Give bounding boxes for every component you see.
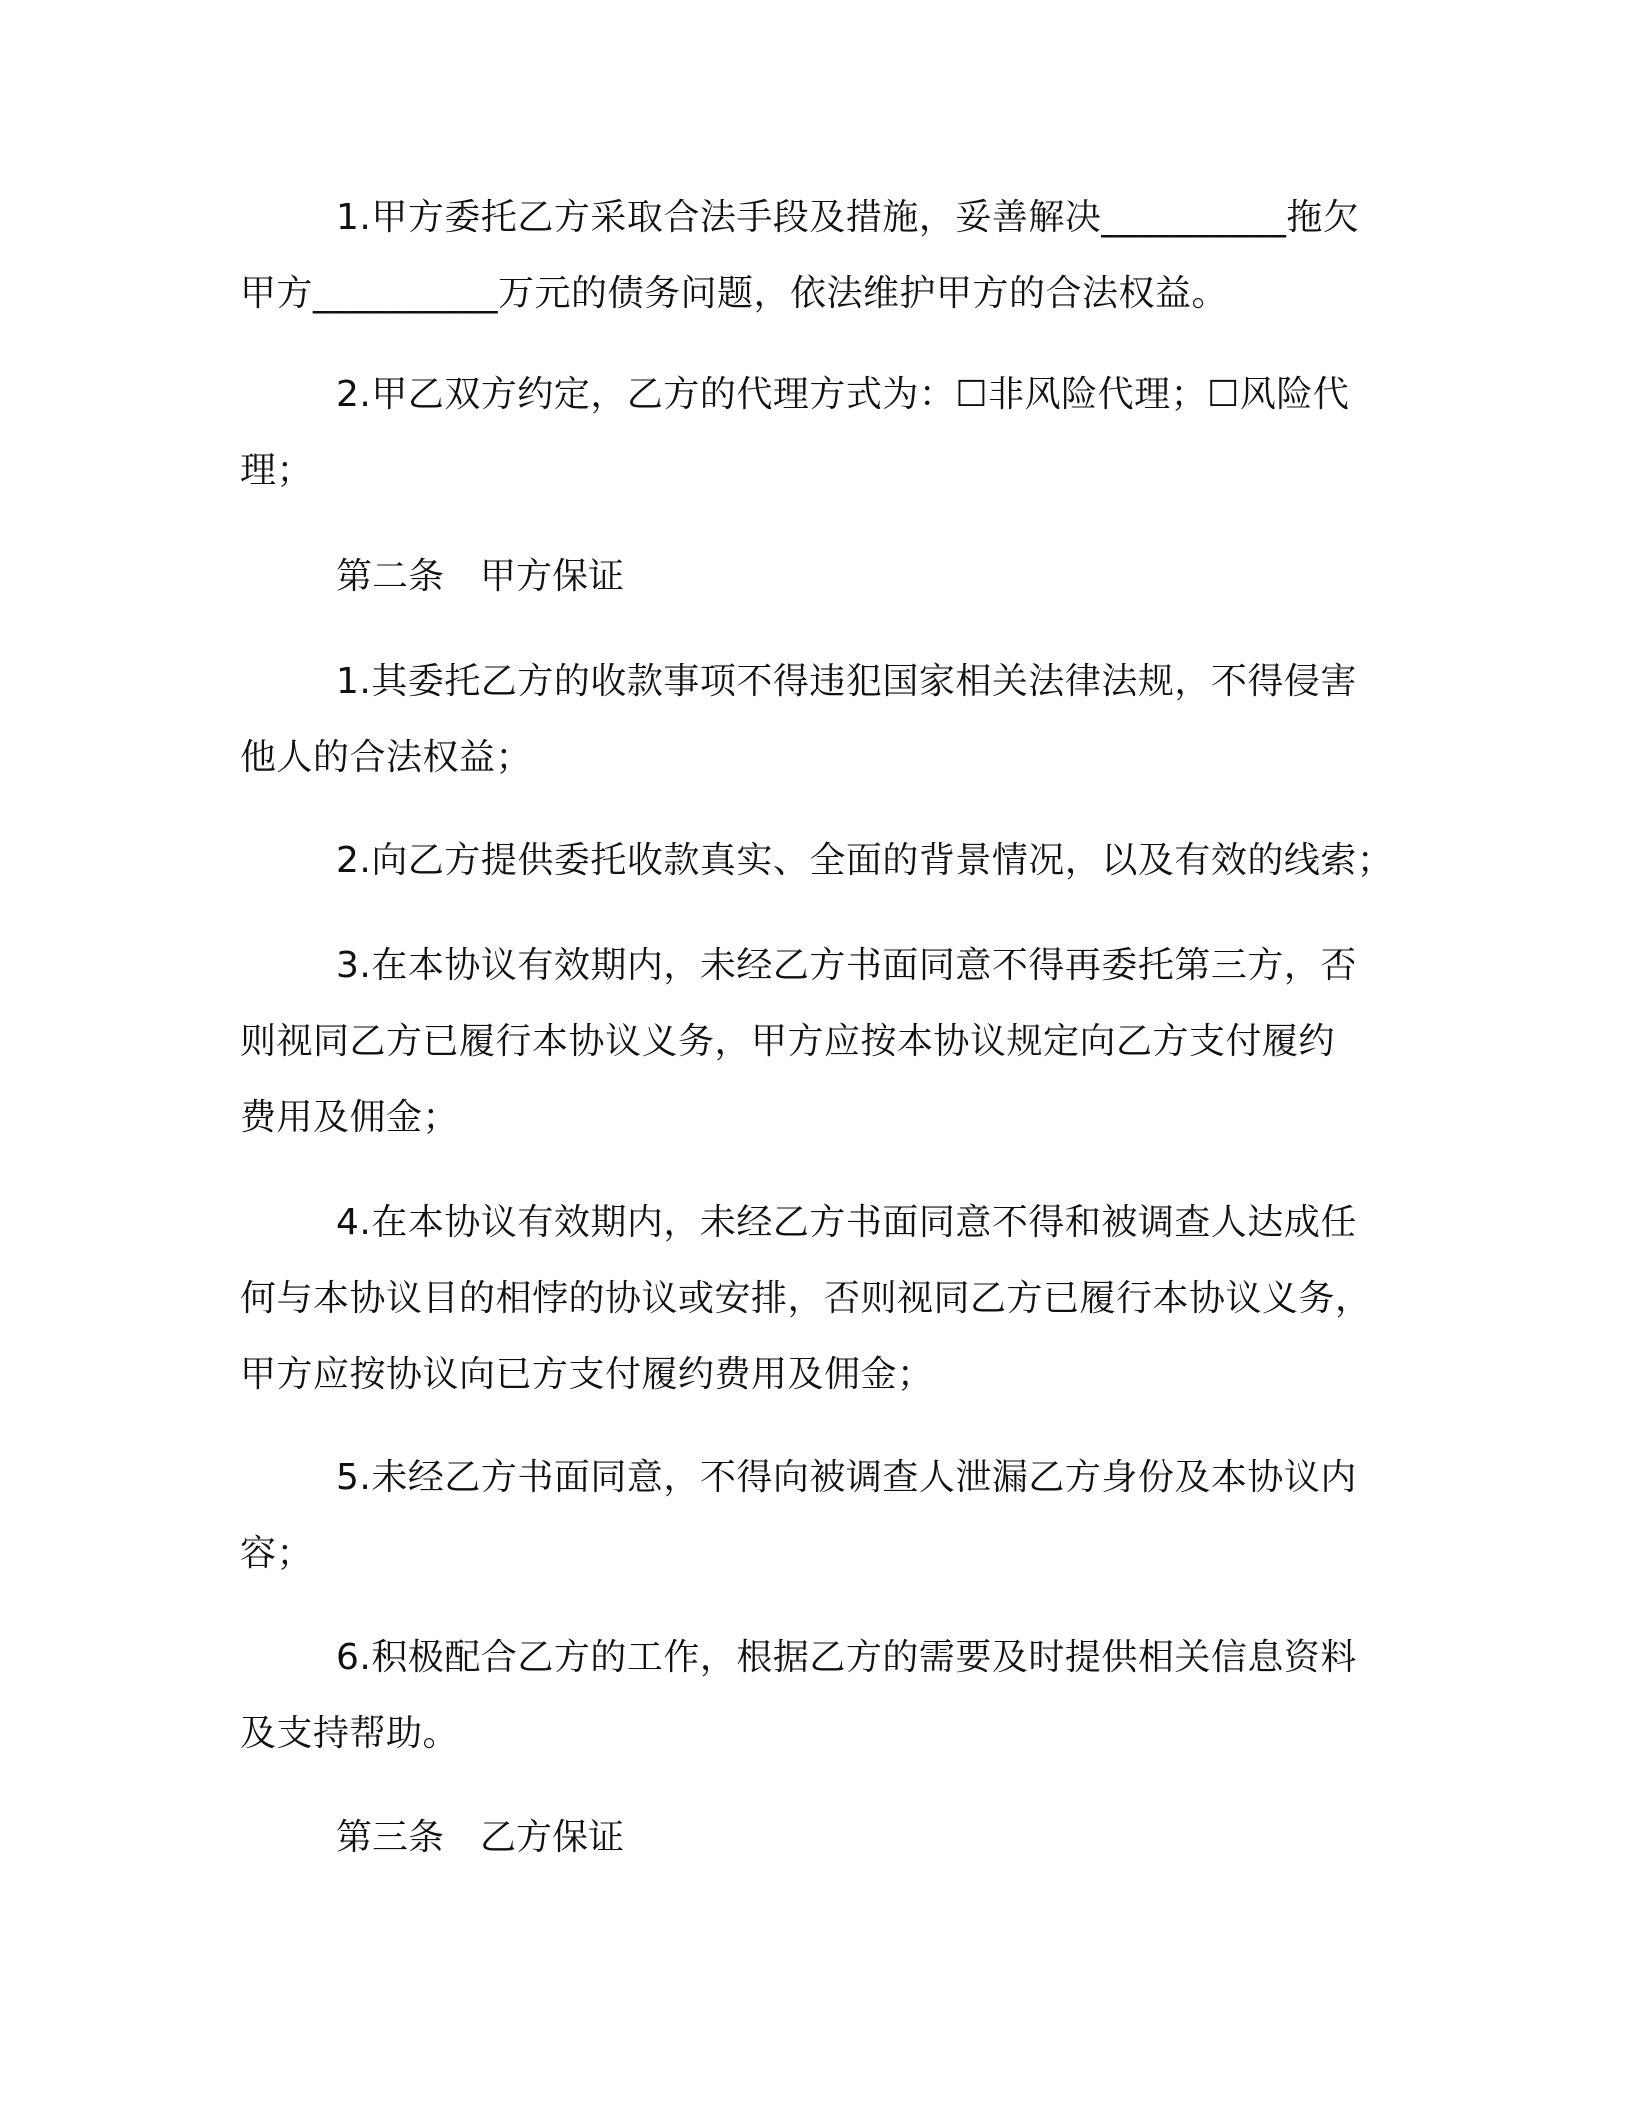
paragraph-3	[240, 644, 1390, 796]
paragraph-line: 甲方应按协议向已方支付履约费用及佣金；	[240, 1354, 934, 1395]
paragraph-line: 及支持帮助。	[240, 1713, 460, 1754]
paragraph-4	[240, 823, 1394, 899]
paragraph-5	[240, 928, 1390, 1156]
paragraph-line: 2.甲乙双方约定，乙方的代理方式为：☐非风险代理；☐风险代	[336, 374, 1350, 415]
paragraph-line: 5.未经乙方书面同意，不得向被调查人泄漏乙方身份及本协议内	[336, 1457, 1357, 1498]
paragraph-line: 理；	[240, 450, 314, 491]
paragraph-6	[240, 1185, 1390, 1413]
paragraph-line: 费用及佣金；	[240, 1097, 460, 1138]
paragraph-line: 容；	[240, 1533, 314, 1574]
paragraph-line: 甲方__________万元的债务问题，依法维护甲方的合法权益。	[240, 273, 1229, 314]
paragraph-line: 1.其委托乙方的收款事项不得违犯国家相关法律法规，不得侵害	[336, 661, 1357, 702]
paragraph-line: 4.在本协议有效期内，未经乙方书面同意不得和被调查人达成任	[336, 1202, 1357, 1243]
paragraph-line: 1.甲方委托乙方采取合法手段及措施，妥善解决__________拖欠	[336, 197, 1360, 238]
paragraph-line: 6.积极配合乙方的工作，根据乙方的需要及时提供相关信息资料	[336, 1637, 1357, 1678]
article-3-heading: 第三条 乙方保证	[336, 1817, 625, 1858]
paragraph-line: 他人的合法权益；	[240, 737, 533, 778]
paragraph-line: 2.向乙方提供委托收款真实、全面的背景情况，以及有效的线索；	[336, 840, 1394, 881]
paragraph-8	[240, 1620, 1390, 1772]
paragraph-line: 则视同乙方已履行本协议义务，甲方应按本协议规定向乙方支付履约	[240, 1021, 1336, 1062]
paragraph-line: 3.在本协议有效期内，未经乙方书面同意不得再委托第三方，否	[336, 945, 1357, 986]
article-2-heading: 第二条 甲方保证	[336, 556, 625, 597]
paragraph-line: 何与本协议目的相悖的协议或安排，否则视同乙方已履行本协议义务，	[240, 1278, 1372, 1319]
paragraph-2	[240, 357, 1390, 509]
paragraph-1	[240, 180, 1390, 332]
paragraph-7	[240, 1440, 1390, 1592]
